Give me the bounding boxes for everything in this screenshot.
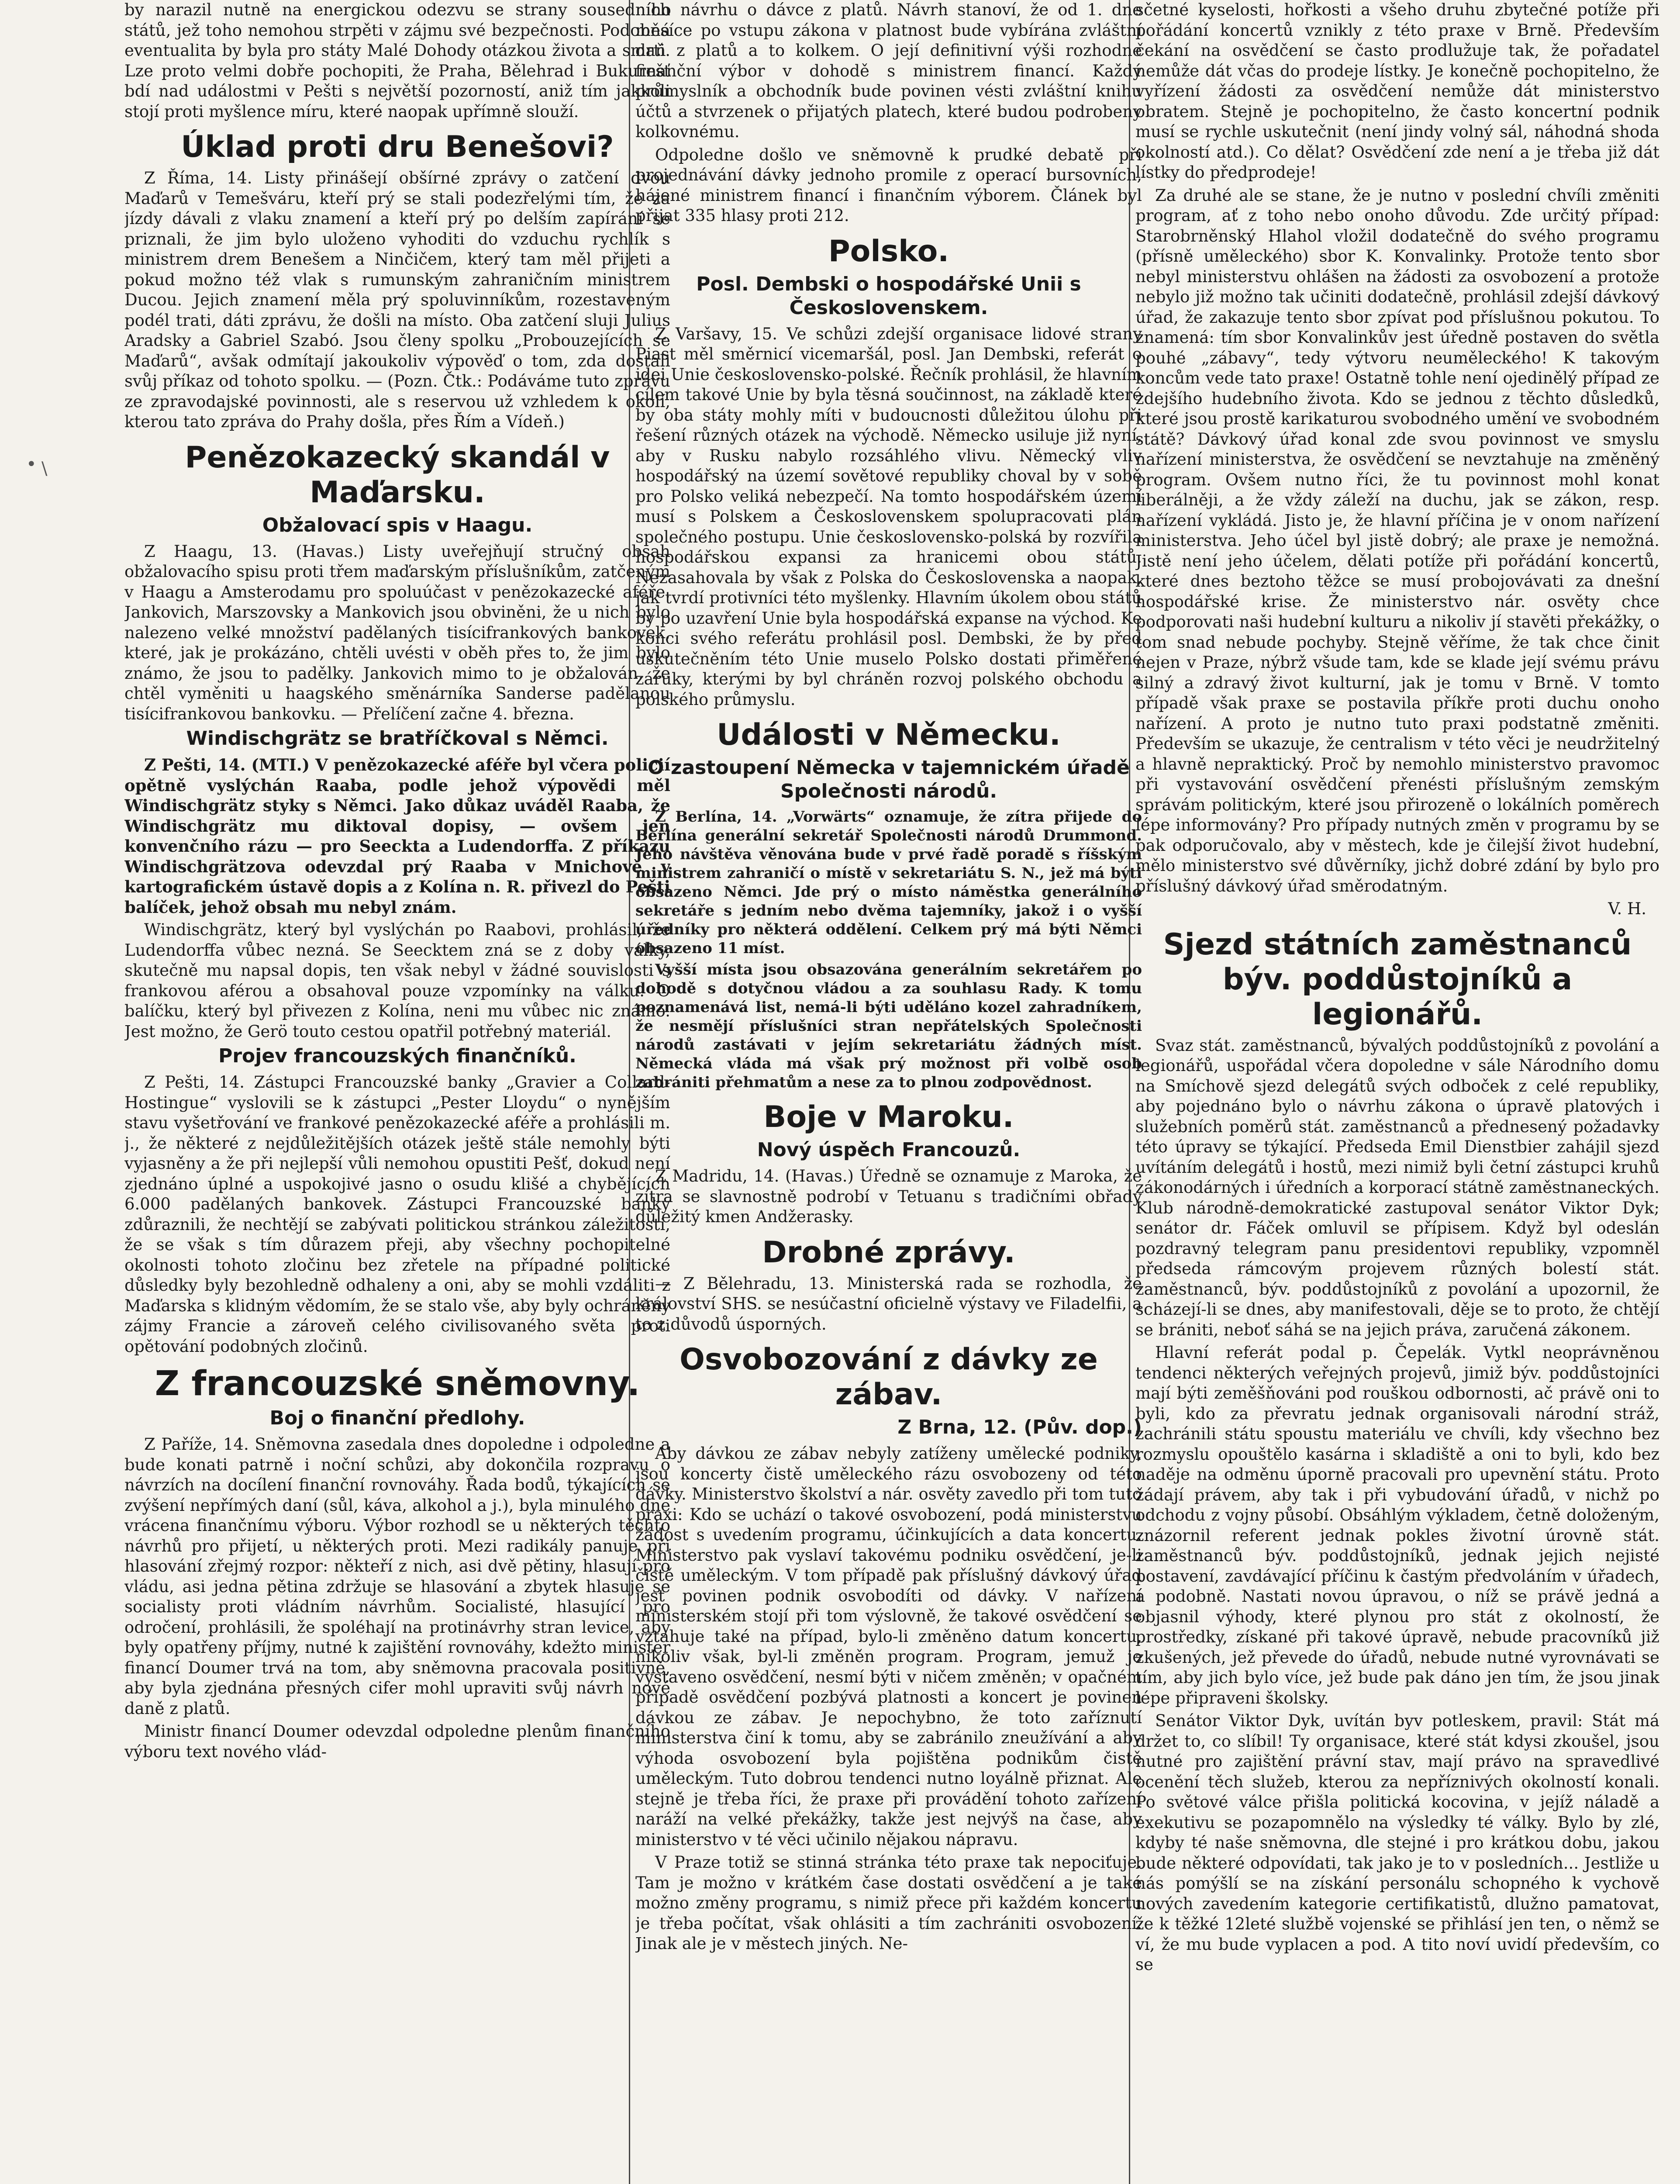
headline-uklad: Úklad proti dru Benešovi? <box>181 130 614 164</box>
paragraph: Z Paříže, 14. Sněmovna zasedala dnes dopoledne i odpoledne a bude konati patrně i noční schůzi, aby dokončila rozpravu o návrzích na docílení finanční rovnováhy. Řada bodů, týkajících se zvýšení nepřímých daní (sůl, káva, alkohol a j.), byla minulého dne vrácena finančnímu výboru. Výbor rozhodl se u některých těchto návrhů pro přijetí, u některých proti. Mezi radikály panuje při hlasování zřejmý rozpor: někteří z nich, asi dvě pětiny, hlasují pro vládu, asi jedna pětina zdržuje se hlasování a zbytek hlasuje se socialisty proti vládním návrhům. Socialisté, hlasující pro odročení, prohlásili, že spoléhají na protinávrhy stran levice, aby byly opatřeny příjmy, nutné k zajištění rovnováhy, kdežto minister financí Doumer trvá na tom, aby sněmovna pracovala positivně, aby byla zjednána přesných cifer mohl upraviti svůj návrh nové daně z platů. <box>124 1435 670 1718</box>
paragraph: by narazil nutně na energickou odezvu se strany sousedních států, jež toho nemohou strpěti v zájmu své bezpečnosti. Podobná eventualita by byla pro státy Malé Dohody otázkou života a smrti. Lze proto velmi dobře pochopiti, že Praha, Bělehrad i Bukurešť bdí nad událostmi v Pešti s největší pozorností, aniž tím jakkoli stojí proti myšlence míru, které naopak upřímně slouží. <box>124 0 670 121</box>
paragraph: Windischgrätz, který byl vyslýchán po Raabovi, prohlásil, že Ludendorffa vůbec nezná. Se Seecktem zná se z doby války, skutečně mu napsal dopis, ten však nebyl v žádné souvislosti s frankovou aférou a obsahoval pouze vzpomínky na válku. O balíčku, který byl přivezen z Kolína, neni mu vůbec nic známo. Jest možno, že Gerö touto cestou opatřil potřebný materiál. <box>124 920 670 1041</box>
subheadline: O zastoupení Německa v tajemnickém úřadě Společnosti národů. <box>648 757 1130 802</box>
paragraph: Z Varšavy, 15. Ve schůzi zdejší organisace lidové strany Piast měl směrnicí vicemaršál, posl. Jan Dembski, referát o idei Unie československo-polské. Řečník prohlásil, že hlavním cílem takové Unie by byla těsná součinnost, na základě které by oba státy mohly míti v budoucnosti důležitou úlohu při řešení různých otázek na východě. Německo usiluje již nyní, aby v Rusku nabylo rozsáhlého vlivu. Německý vliv hospodářský na území sovětové republiky choval by v sobě pro Polsko veliká nebezpečí. Na tomto hospodářském území musí s Polskem a Československem spolupracovati plán společného postupu. Unie československo-polská by rozvířila hospodářskou expansi za hranicemi obou států. Nezasahovala by však z Polska do Československa a naopak, jak tvrdí protivníci této myšlenky. Hlavním úkolem obou států by po uzavření Unie byla hospodářská expanse na východ. Ke konci svého referátu prohlásil posl. Dembski, že by před uskutečněním této Unie muselo Polsko dostati přiměřené záruky, kterými by byl chráněn rozvoj polského obchodu a polského průmyslu. <box>635 324 1142 709</box>
paragraph: Ministr financí Doumer odevzdal odpoledne plenům finančního výboru text nového vlád- <box>124 1722 670 1761</box>
paragraph: V Praze totiž se stinná stránka této praxe tak nepociťuje. Tam je možno v krátkém čase dostati osvědčení a je také možno změny programu, s nimiž přece při každém koncertu je třeba počítat, však ohlásiti a tím zachrániti osvobození. Jinak ale je v městech jiných. Ne- <box>635 1853 1142 1953</box>
margin-mark: \ <box>41 459 48 479</box>
paragraph: Z Madridu, 14. (Havas.) Úředně se oznamuje z Maroka, že zítra se slavnostně podrobí v Tetuanu s tradičními obřady důležitý kmen Andžerasky. <box>635 1167 1142 1226</box>
headline-snemovna: Z francouzské sněmovny. <box>155 1364 640 1403</box>
subheadline: Obžalovací spis v Haagu. <box>262 514 533 536</box>
margin-mark: • <box>26 454 37 474</box>
paragraph: Za druhé ale se stane, že je nutno v poslední chvíli změniti program, ať z toho nebo onoho důvodu. Zde určitý případ: Starobrněnský Hlahol vložil dodatečně do svého programu (přísně uměleckého) sbor K. Konvalinky. Protože tento sbor nebyl ministerstvu ohlášen na žádosti za osvobození a protože nebylo již možno tak učiniti dodatečně, prohlásil zdejší dávkový úřad, že zakazuje tento sbor zpívat pod příslušnou pokutou. To znamená: tím sbor Konvalinkův jest úředně postaven do světla pouhé „zábavy“, tedy výtvoru neuměleckého! K takovým koncům vede tato praxe! Ostatně tohle není ojedinělý případ ze zdejšího hudebního života. Kdo se jednou z těchto důsledků, které jsou prostě karikaturou svobodného umění ve svobodném státě? Dávkový úřad konal zde svou povinnost ve smyslu nařízení ministerstva, že osvědčení se nevztahuje na změněný program. Ovšem nutno říci, že tu povinnost mohl konat liberálněji, a že vždy záleží na duchu, jak se zákon, resp. nařízení vykládá. Jisto je, že hlavní příčina je v onom nařízení ministerstva. Jeho účel byl jistě dobrý; ale praxe je nemožná. Jistě není jeho účelem, dělati potíže při pořádání koncertů, které dnes beztoho těžce se musí probojovávati za dnešní hospodářské krise. Že ministerstvo nár. osvěty chce podporovati naši hudební kulturu a nikoliv jí stavěti překážky, o tom snad nebude pochyby. Stejně věříme, že tak chce činit nejen v Praze, nýbrž všude tam, kde se klade její svému právu silný a zdravý život kulturní, jak je tomu v Brně. V tomto případě však praxe se postavila příkře proti duchu onoho nařízení. A proto je nutno tuto praxi podstatně změniti. Především se ukazuje, že centralism v této věci je neudržitelný a hlavně nepraktický. Proč by nemohlo ministerstvo pravomoc při vystavování osvědčení přenésti příslušným zemským správám politickým, které jsou přirozeně o lokálních poměrech lépe informovány? Pro případy nutných změn v programu by se pak odporučovalo, aby v městech, kde je čilejší život hudební, mělo ministerstvo své důvěrníky, jichž dobré zdání by bylo pro příslušný dávkový úřad směrodatným. <box>1135 186 1659 895</box>
headline-nemecko: Události v Německu. <box>717 718 1061 752</box>
paragraph: Senátor Viktor Dyk, uvítán byv potleskem, pravil: Stát má držet to, co slíbil! Ty organisace, které stát kdysi zkoušel, jsou nutné pro zajištění právní stav, mají právo na spravedlivé ocenění těch služeb, kterou za nepříznivých okolností konali. Po světové válce přišla politická kocovina, v jejíž náladě a exekutivu se pozapomnělo na výsledky té války. Bylo by zlé, kdyby té naše sněmovna, dle stejné i pro krátkou dobu, jakou bude některé odpovídati, tak jako je to v posledních... Jestliže u nás pomýšlí se na získání personálu schopného k vychově nových zavedením kategorie certifikatistů, dlužno pamatovat, že k těžké 12leté službě vojenské se přihlásí jen ten, o němž se ví, že mu bude vyplacen a pod. A tito noví uvidí především, co se <box>1135 1711 1659 1974</box>
headline-penezokazecky: Penězokazecký skandál v Maďarsku. <box>185 440 610 510</box>
headline-polsko: Polsko. <box>828 234 949 269</box>
paragraph: Hlavní referát podal p. Čepelák. Vytkl neoprávněnou tendenci některých veřejných projevů, jimiž býv. poddůstojníci mají býti zeměšňováni pod rouškou odbornosti, ač právě oni to byli, kdo za převratu jednak organisovali národní stráž, zachránili státu spoustu materiálu ve chvíli, kdy všechno bez rozmyslu opouštělo kasárna i skladiště a oni to byli, kdo bez naděje na odměnu úporně pracovali pro upevnění státu. Proto žádají právem, aby tak i při vybudování úřadů, v nichž po odchodu z vojny působí. Obsáhlým výkladem, četně doloženým, znázornil referent jednak pokles životní úrovně stát. zaměstnanců býv. poddůstojníků, jednak jejich nejisté postavení, zavdávající příčinu k častým předvoláním v úřadech, a podobně. Nastati novou úpravou, o níž se právě jedná a objasnil výhody, které plynou pro stát z okolností, že prostředky, získané při takové úpravě, nebude pracovníků již zkušených, jež převede do úřadů, nebude nutné vyrovnávati se tím, aby jich bylo více, jež bude pak dáno jen tím, že jsou jinak lépe připraveni školsky. <box>1135 1343 1659 1707</box>
headline-drobne: Drobné zprávy. <box>762 1235 1015 1270</box>
paragraph: ního návrhu o dávce z platů. Návrh stanoví, že od 1. dne měsíce po vstupu zákona v platnost bude vybírána zvláštní daň z platů a to kolkem. O její definitivní výši rozhodne finanční výbor v dohodě s ministrem financí. Každý průmyslník a obchodník bude povinen vésti zvláštní knihu účtů a stvrzenek o přijatých platech, které budou podrobeny kolkovnému. <box>635 0 1142 141</box>
author-signature: V. H. <box>1608 899 1646 918</box>
subheadline: Boj o finanční předlohy. <box>269 1407 525 1429</box>
paragraph: — Z Bělehradu, 13. Ministerská rada se rozhodla, že království SHS. se nesúčastní oficielně výstavy ve Filadelfii, a to z důvodů úsporných. <box>635 1274 1142 1334</box>
paragraph: Z Říma, 14. Listy přinášejí obšírné zprávy o zatčení dvou Maďarů v Temešváru, kteří prý se stali podezřelými tím, že za jízdy dávali z vlaku znamení a kteří prý po delším zapírání se priznali, že jim bylo uloženo vyhoditi do vzduchu rychlík s ministrem drem Benešem a Ninčičem, který tam měl přijeti a pokud možno též vlak s rumunským zahraničním ministrem Ducou. Jejich znamení měla prý spoluvinníkům, rozestaveným podél trati, dáti zprávu, že došli na místo. Oba zatčení sluji Julius Aradsky a Gabriel Szabó. Jsou členy spolku „Probouzejících se Maďarů“, avšak odmítají jakoukoliv výpověď o tom, zda dostali svůj příkaz od tohoto spolku. — (Pozn. Čtk.: Podáváme tuto zprávu ze zpravodajské povinnosti, ale s reservou už vzhledem k okolí, kterou tato zpráva do Prahy došla, přes Řím a Vídeň.) <box>124 169 670 431</box>
subheadline: Nový úspěch Francouzů. <box>757 1139 1021 1161</box>
paragraph: sčetné kyselosti, hořkosti a všeho druhu zbytečné potíže při pořádání koncertů vznikly z této praxe v Brně. Především čekání na osvědčení se často prodlužuje tak, že pořadatel nemůže dát včas do prodeje lístky. Je konečně pochopitelno, že vyřízení žádosti za osvědčení nemůže dát ministerstvo obratem. Stejně je pochopitelno, že často koncertní podnik musí se rychle uskutečnit (není jindy volný sál, náhodná shoda okolností atd.). Co dělat? Osvědčení zde není a je třeba již dát lístky do předprodeje! <box>1135 0 1659 182</box>
subheadline: Posl. Dembski o hospodářské Unii s Československem. <box>696 273 1081 319</box>
paragraph: Z Pešti, 14. Zástupci Francouzské banky „Gravier a Collard-Hostingue“ vyslovili se k zástupci „Pester Lloydu“ o nynějším stavu vyšetřování ve frankové penězokazecké aféře a prohlásili m. j., že některé z nejdůležitějších otázek ještě stále nemohly býti vyjasněny a že při nejlepší vůli nemohou opustiti Pešť, dokud není zjednáno úplné a uspokojivé jasno o osudu klišé a chybějících 6.000 padělaných bankovek. Zástupci Francouzské banky zdůraznili, že nechtějí se zabývati politickou stránkou záležitosti, že se však s tím důrazem přeji, aby všechny pochopitelné okolnosti tohoto zločinu bez zřetele na případné politické důsledky byly bezohledně odhaleny a oni, aby se mohli vzdáliti z Maďarska s klidným vědomím, že se stalo vše, aby byly ochráněny zájmy Francie a zároveň celého civilisovaného světa proti opětování podobných zločinů. <box>124 1073 670 1356</box>
paragraph: Vyšší místa jsou obsazována generálním sekretářem po dohodě s dotyčnou vládou a za souhlasu Rady. K tomu poznamenává list, nemá-li býti uděláno kozel zahradníkem, že nesmějí příslušníci stran nepřátelských Společnosti národů zastávati v jejím sekretariátu žádných míst. Německá vláda má však prý možnost při volbě osob zabrániti přehmatům a nese za to plnou zodpovědnost. <box>635 961 1142 1091</box>
headline-osvobozovani: Osvobozování z dávky ze zábav. <box>680 1342 1098 1412</box>
paragraph: Svaz stát. zaměstnanců, bývalých poddůstojníků z povolání a legionářů, uspořádal včera dopoledne v sále Národního domu na Smíchově sjezd delegátů svých odboček z celé republiky, aby pojednáno bylo o návrhu zákona o úpravě platových i služebních poměrů stát. zaměstnanců a přednesený požadavky této úpravy se týkající. Předseda Emil Dienstbier zahájil sjezd uvítáním delegátů i hostů, mezi nimiž byli četní zástupci kruhů zákonodárných i úředních a korporací státně zaměstnaneckých. Klub národně-demokratické zastupoval senátor Viktor Dyk; senátor dr. Fáček omluvil se přípisem. Když byl odeslán pozdravný telegram panu presidentovi republiky, vzpomněl předseda rámcovým projevem různých bolestí stát. zaměstnanců, býv. poddůstojníků z povolání a upozornil, že scházejí-li se dnes, aby manifestovali, děje se to proto, že chtějí se brániti, neboť sáhá se na jejich práva, zaručená zákonem. <box>1135 1036 1659 1339</box>
paragraph: Z Haagu, 13. (Havas.) Listy uveřejňují stručný obsah obžalovacího spisu proti třem maďarským příslušníkům, zatčeným v Haagu a Amsterodamu pro spoluúčast v penězokazecké aféře. Jankovich, Marszovsky a Mankovich jsou obviněni, že u nich bylo nalezeno velké množství padělaných tisícifrankových bankovek, které, jak je prokázáno, chtěli uvésti v oběh přes to, že jim bylo známo, že jsou to padělky. Jankovich mimo to je obžalován, že chtěl vyměniti u haagského směnárníka Sanderse padělanou tisícifrankovou bankovku. — Přelíčení začne 4. března. <box>124 542 670 723</box>
column-3 <box>1135 0 1659 2184</box>
paragraph: Aby dávkou ze zábav nebyly zatíženy umělecké podniky, jsou koncerty čistě uměleckého rázu osvobozeny od této dávky. Ministerstvo školství a nár. osvěty zavedlo při tom tuto praxi: Kdo se uchází o takové osvobození, podá ministerstvu žádost s uvedením programu, účinkujících a data koncertu. Ministerstvo pak vyslaví takovému podniku osvědčení, je-li čistě uměleckým. V tom případě pak příslušný dávkový úřad jest povinen podnik osvobodíti od dávky. V nařízení ministerském stojí při tom výslovně, že takové osvědčení se vztahuje také na případ, bylo-li změněno datum koncertu, nikoliv však, byl-li změněn program. Program, jemuž je vystaveno osvědčení, nesmí býti v ničem změněn; v opačném případě osvědčení pozbývá platnosti a koncert je povinen dávkou ze zábav. Je nepochybno, že toto zaříznutí ministerstva činí k tomu, aby se zabránilo zneužívání a aby výhoda osvobození byla pojištěna podnikům čistě uměleckým. Tuto dobrou tendenci nutno loyálně přiznat. Ale stejně je třeba říci, že praxe při provádění tohoto zařízení naráží na velké překážky, takže jest nejvýš na čase, aby ministerstvo v té věci učinilo nějakou nápravu. <box>635 1444 1142 1849</box>
headline-maroko: Boje v Maroku. <box>763 1100 1014 1134</box>
headline-sjezd: Sjezd státních zaměstnanců býv. poddůstojníků a legionářů. <box>1163 927 1632 1032</box>
column-2 <box>635 0 1142 2184</box>
left-margin <box>0 0 66 2184</box>
subheadline: Projev francouzských finančníků. <box>218 1045 576 1067</box>
paragraph: Z Berlína, 14. „Vorwärts“ oznamuje, že zítra přijede do Berlína generální sekretář Společnosti národů Drummond. Jeho návštěva věnována bude v prvé řadě poradě s říšským ministrem zahraničí o místě v sekretariátu S. N., jež má býti obsazeno Němci. Jde prý o místo náměstka generálního sekretáře s jedním nebo dvěma tajemníky, jakož i o vyšší úředníky pro některá oddělení. Celkem prý má býti Němci obsazeno 11 míst. <box>635 808 1142 957</box>
paragraph: Odpoledne došlo ve sněmovně k prudké debatě při projednávání dávky jednoho promile z operací bursovních, hájené ministrem financí i finančním výborem. Článek byl přijat 335 hlasy proti 212. <box>635 145 1142 225</box>
column-1 <box>124 0 670 2184</box>
dateline: Z Brna, 12. (Pův. dop.) <box>897 1416 1142 1438</box>
subheadline: Windischgrätz se bratříčkoval s Němci. <box>186 727 609 750</box>
paragraph: Z Pešti, 14. (MTI.) V penězokazecké aféře byl včera policií opětně vyslýchán Raaba, podle jehož výpovědi měl Windischgrätz styky s Němci. Jako důkaz uváděl Raaba, že Windischgrätz mu diktoval dopisy, — ovšem jen konvenčního rázu — pro Seeckta a Ludendorffa. Z příkazu Windischgrätzova odevzdal prý Raaba v Mnichově v kartografickém ústavě dopis a z Kolína n. R. přivezl do Pešti balíček, jehož obsah mu nebyl znám. <box>124 755 670 917</box>
